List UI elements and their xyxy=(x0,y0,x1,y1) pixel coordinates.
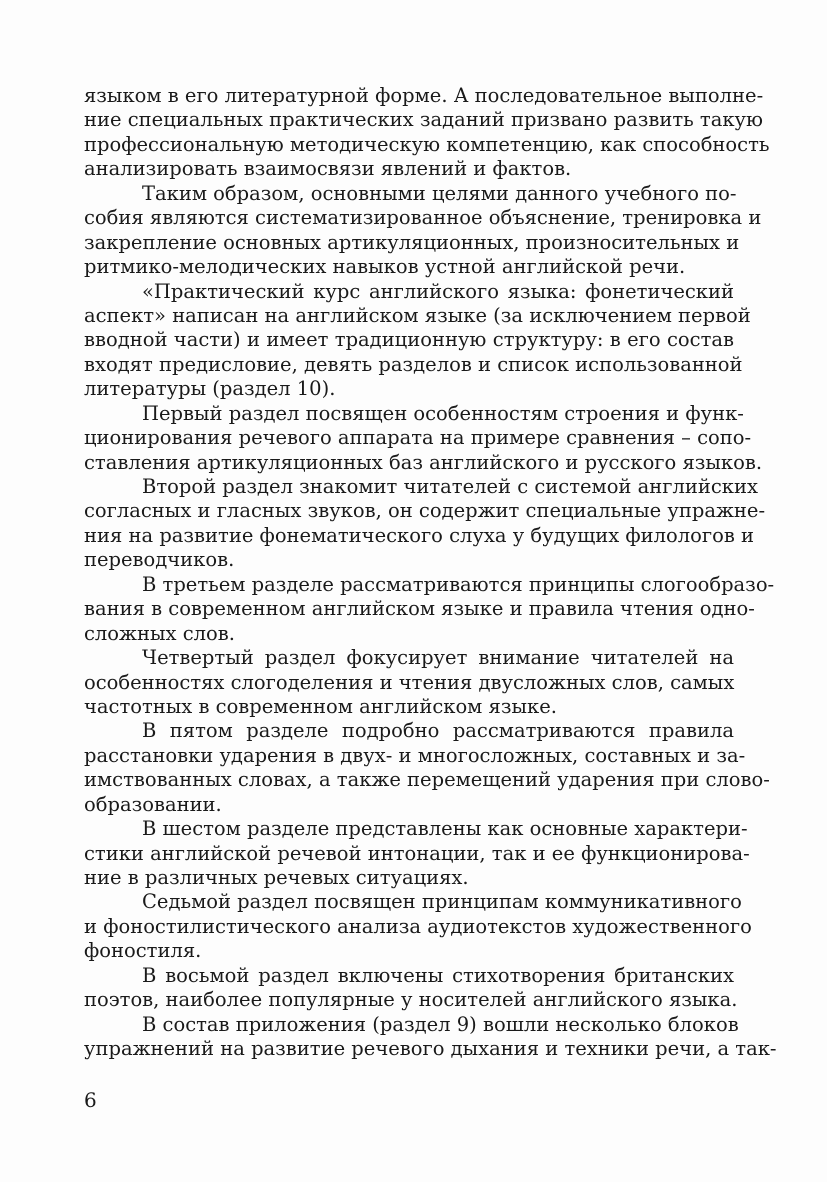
text-line: ритмико-мелодических навыков устной английской речи. xyxy=(84,255,686,279)
text-line: В пятом разделе подробно рассматриваются правила xyxy=(142,719,734,743)
body-text xyxy=(84,84,777,1062)
text-line: Седьмой раздел посвящен принципам коммуникативного xyxy=(142,890,742,914)
text-line: вводной части) и имеет традиционную структуру: в его состав xyxy=(84,328,734,352)
text-line: переводчиков. xyxy=(84,548,235,572)
text-line: собия являются систематизированное объяснение, тренировка и xyxy=(84,206,762,230)
text-line: особенностях слогоделения и чтения двусложных слов, самых xyxy=(84,670,735,694)
text-line: В восьмой раздел включены стихотворения британских xyxy=(142,963,734,987)
text-line: языком в его литературной форме. А последовательное выполне- xyxy=(84,84,764,107)
text-line: ние в различных речевых ситуациях. xyxy=(84,866,469,889)
text-line: Второй раздел знакомит читателей с системой английских xyxy=(142,475,758,498)
text-line: закрепление основных артикуляционных, произносительных и xyxy=(84,230,740,254)
text-line: ния на развитие фонематического слуха у будущих филологов и xyxy=(84,523,755,547)
text-line: аспект» написан на английском языке (за исключением первой xyxy=(84,303,751,327)
text-line: ние специальных практических заданий призвано развить такую xyxy=(84,108,763,132)
text-line: сложных слов. xyxy=(84,621,235,645)
text-line: В шестом разделе представлены как основные характери- xyxy=(142,817,748,841)
text-line: входят предисловие, девять разделов и список использованной xyxy=(84,352,743,376)
text-line: и фоностилистического анализа аудиотекстов художественного xyxy=(84,914,752,938)
text-line: ставления артикуляционных баз английского и русского языков. xyxy=(84,450,763,474)
text-line: В состав приложения (раздел 9) вошли несколько блоков xyxy=(142,1012,739,1036)
text-line: образовании. xyxy=(84,792,222,816)
text-line: расстановки ударения в двух- и многосложных, составных и за- xyxy=(84,743,746,767)
text-line: «Практический курс английского языка: фонетический xyxy=(142,279,734,303)
text-line: стики английской речевой интонации, так и ее функционирова- xyxy=(84,841,750,865)
page-number: 6 xyxy=(84,1088,97,1112)
text-line: поэтов, наиболее популярные у носителей английского языка. xyxy=(84,988,738,1012)
text-line: согласных и гласных звуков, он содержит специальные упражне- xyxy=(84,499,766,523)
text-line: упражнений на развитие речевого дыхания и техники речи, а так- xyxy=(84,1037,777,1061)
text-line: анализировать взаимосвязи явлений и фактов. xyxy=(84,157,572,181)
text-line: имствованных словах, а также перемещений ударения при слово- xyxy=(84,768,770,792)
text-line: вания в современном английском языке и правила чтения одно- xyxy=(84,597,755,621)
text-line: литературы (раздел 10). xyxy=(84,377,336,401)
text-line: Четвертый раздел фокусирует внимание читателей на xyxy=(142,646,734,670)
text-line: ционирования речевого аппарата на примере сравнения – сопо- xyxy=(84,426,752,450)
text-line: Первый раздел посвящен особенностям строения и функ- xyxy=(142,401,744,425)
text-line: Таким образом, основными целями данного учебного по- xyxy=(142,181,737,205)
text-line: частотных в современном английском языке. xyxy=(84,694,557,718)
text-line: профессиональную методическую компетенцию, как способность xyxy=(84,132,770,156)
text-line: фоностиля. xyxy=(84,939,202,963)
text-line: В третьем разделе рассматриваются принципы слогообразо- xyxy=(142,572,775,596)
